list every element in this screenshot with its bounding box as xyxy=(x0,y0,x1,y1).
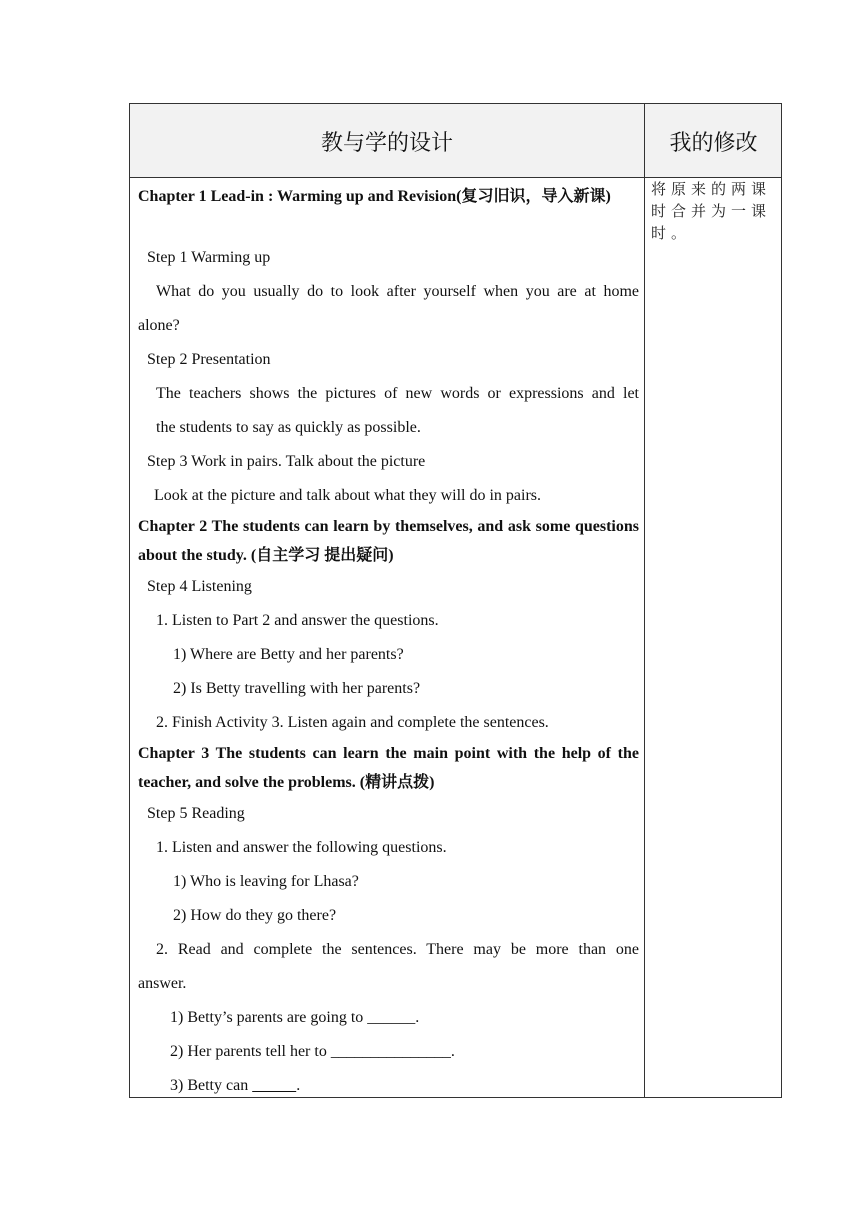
step-2-heading: Step 2 Presentation xyxy=(147,351,271,368)
step-4-item-2: 2. Finish Activity 3. Listen again and complete the sentences. xyxy=(156,714,549,731)
step-5-heading: Step 5 Reading xyxy=(147,805,245,822)
column-header-design: 教与学的设计 xyxy=(320,130,453,156)
step-4-item-1: 1. Listen to Part 2 and answer the questions. xyxy=(156,612,439,629)
step-5-item-2-line-1: 2. Read and complete the sentences. There may be more than one xyxy=(156,941,639,958)
chapter-3-title: Chapter 3 The students can learn the main point with the help of the teacher, and solve the problems. (精讲点拨) xyxy=(138,745,639,791)
step-4-heading: Step 4 Listening xyxy=(147,578,252,595)
step-5-item-2-line-2: answer. xyxy=(138,975,187,992)
lesson-plan-table xyxy=(129,103,782,1098)
step-5-item-2-3-text: 3) Betty can xyxy=(170,1077,253,1094)
step-5-item-2-3-end: . xyxy=(296,1077,301,1094)
step-5-item-2-2: 2) Her parents tell her to _______________. xyxy=(170,1043,455,1060)
step-1-question-line-2: alone? xyxy=(138,317,180,334)
step-2-line-1: The teachers shows the pictures of new words or expressions and let xyxy=(156,385,639,402)
step-5-item-1-1: 1) Who is leaving for Lhasa? xyxy=(173,873,359,890)
revision-note: 将原来的两课时合并为一课时。 xyxy=(651,180,772,242)
step-3-line-1: Look at the picture and talk about what they will do in pairs. xyxy=(154,487,542,504)
step-5-item-1-2: 2) How do they go there? xyxy=(173,907,337,924)
step-2-line-2: the students to say as quickly as possible. xyxy=(156,419,421,436)
step-5-item-1: 1. Listen and answer the following questions. xyxy=(156,839,447,856)
column-header-revision: 我的修改 xyxy=(669,130,758,156)
step-5-item-2-1: 1) Betty’s parents are going to ______. xyxy=(170,1009,420,1026)
answer-blank xyxy=(252,1077,296,1094)
step-5-item-2-3 xyxy=(170,1076,300,1096)
step-4-item-1-2: 2) Is Betty travelling with her parents? xyxy=(173,680,421,697)
column-divider xyxy=(644,104,645,1097)
chapter-2-title: Chapter 2 The students can learn by themselves, and ask some questions about the study. (自主学习 提出疑问) xyxy=(138,518,639,564)
chapter-1-title: Chapter 1 Lead-in : Warming up and Revision(复习旧识，导入新课) xyxy=(138,188,611,205)
step-1-question-line-1: What do you usually do to look after yourself when you are at home xyxy=(156,283,639,300)
step-3-heading: Step 3 Work in pairs. Talk about the picture xyxy=(147,453,426,470)
step-4-item-1-1: 1) Where are Betty and her parents? xyxy=(173,646,404,663)
step-1-heading: Step 1 Warming up xyxy=(147,249,271,266)
table-header-row xyxy=(130,104,781,178)
